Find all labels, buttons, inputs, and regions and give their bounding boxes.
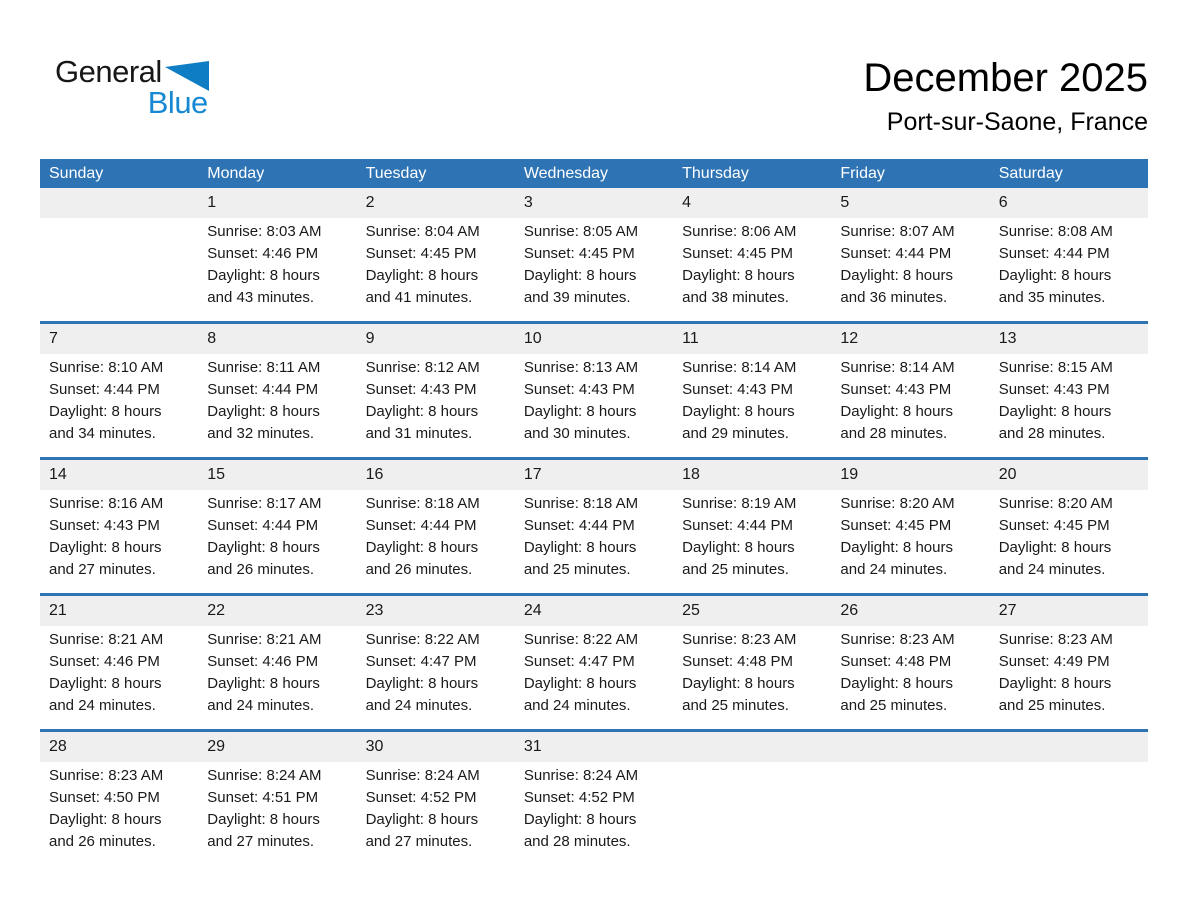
day-number: 6 bbox=[990, 188, 1148, 218]
day-cell bbox=[198, 596, 356, 717]
day-number: 14 bbox=[40, 460, 198, 490]
day-number: 2 bbox=[357, 188, 515, 218]
weekday-header-wednesday: Wednesday bbox=[523, 165, 609, 182]
day-number: 18 bbox=[673, 460, 831, 490]
day-daylight2: and 27 minutes. bbox=[365, 833, 473, 850]
day-cell bbox=[357, 596, 515, 717]
day-sunset: Sunset: 4:44 PM bbox=[523, 517, 635, 534]
weekday-header-thursday: Thursday bbox=[682, 165, 749, 182]
day-number: 24 bbox=[515, 596, 673, 626]
day-number: 30 bbox=[357, 732, 515, 762]
day-cell bbox=[831, 188, 989, 309]
logo-text-blue: Blue bbox=[147, 85, 208, 120]
day-sunset: Sunset: 4:44 PM bbox=[365, 517, 477, 534]
page-title: December 2025 bbox=[863, 56, 1148, 100]
day-sunset: Sunset: 4:52 PM bbox=[523, 789, 635, 806]
day-daylight1: Daylight: 8 hours bbox=[207, 539, 320, 556]
day-daylight2: and 35 minutes. bbox=[998, 289, 1106, 306]
day-daylight1: Daylight: 8 hours bbox=[49, 403, 162, 420]
day-daylight2: and 41 minutes. bbox=[365, 289, 473, 306]
day-sunrise: Sunrise: 8:24 AM bbox=[207, 767, 322, 784]
day-number: 4 bbox=[673, 188, 831, 218]
day-number: 7 bbox=[40, 324, 198, 354]
day-sunset: Sunset: 4:46 PM bbox=[49, 653, 160, 670]
day-daylight1: Daylight: 8 hours bbox=[523, 811, 637, 828]
day-number: 1 bbox=[198, 188, 356, 218]
day-number: 9 bbox=[357, 324, 515, 354]
weekday-header-friday: Friday bbox=[840, 165, 885, 182]
week-row bbox=[40, 593, 1148, 729]
day-daylight2: and 27 minutes. bbox=[49, 561, 156, 578]
day-number: 31 bbox=[515, 732, 673, 762]
day-sunrise: Sunrise: 8:18 AM bbox=[365, 495, 480, 512]
day-sunset: Sunset: 4:45 PM bbox=[998, 517, 1110, 534]
day-daylight2: and 28 minutes. bbox=[523, 833, 631, 850]
day-sunset: Sunset: 4:49 PM bbox=[998, 653, 1110, 670]
day-number: 8 bbox=[198, 324, 356, 354]
day-sunrise: Sunrise: 8:23 AM bbox=[49, 767, 164, 784]
day-number bbox=[673, 732, 831, 762]
day-cell bbox=[357, 732, 515, 853]
day-cell bbox=[40, 460, 198, 581]
day-cell bbox=[357, 324, 515, 445]
day-daylight1: Daylight: 8 hours bbox=[207, 811, 320, 828]
empty-day-cell bbox=[40, 188, 198, 309]
calendar bbox=[40, 159, 1148, 865]
day-number: 20 bbox=[990, 460, 1148, 490]
day-daylight2: and 25 minutes. bbox=[998, 697, 1106, 714]
day-daylight2: and 25 minutes. bbox=[523, 561, 631, 578]
day-sunrise: Sunrise: 8:15 AM bbox=[998, 359, 1113, 376]
day-daylight2: and 28 minutes. bbox=[998, 425, 1106, 442]
day-daylight1: Daylight: 8 hours bbox=[840, 267, 953, 284]
day-daylight1: Daylight: 8 hours bbox=[49, 675, 162, 692]
day-daylight2: and 24 minutes. bbox=[998, 561, 1106, 578]
day-sunrise: Sunrise: 8:16 AM bbox=[49, 495, 164, 512]
day-sunrise: Sunrise: 8:13 AM bbox=[523, 359, 639, 376]
day-daylight1: Daylight: 8 hours bbox=[207, 267, 320, 284]
day-sunrise: Sunrise: 8:10 AM bbox=[49, 359, 164, 376]
day-daylight2: and 26 minutes. bbox=[207, 561, 315, 578]
day-sunset: Sunset: 4:43 PM bbox=[365, 381, 477, 398]
day-daylight2: and 39 minutes. bbox=[523, 289, 631, 306]
day-sunrise: Sunrise: 8:17 AM bbox=[207, 495, 322, 512]
day-cell bbox=[40, 324, 198, 445]
day-daylight1: Daylight: 8 hours bbox=[523, 675, 637, 692]
day-daylight1: Daylight: 8 hours bbox=[840, 539, 953, 556]
day-daylight2: and 26 minutes. bbox=[49, 833, 156, 850]
day-daylight1: Daylight: 8 hours bbox=[523, 403, 637, 420]
weekday-header-row bbox=[40, 159, 1148, 188]
day-daylight2: and 36 minutes. bbox=[840, 289, 948, 306]
day-sunset: Sunset: 4:44 PM bbox=[840, 245, 952, 262]
day-sunset: Sunset: 4:47 PM bbox=[523, 653, 635, 670]
day-number: 23 bbox=[357, 596, 515, 626]
day-sunset: Sunset: 4:46 PM bbox=[207, 245, 319, 262]
day-daylight1: Daylight: 8 hours bbox=[49, 811, 162, 828]
day-sunrise: Sunrise: 8:24 AM bbox=[523, 767, 639, 784]
day-sunset: Sunset: 4:50 PM bbox=[49, 789, 160, 806]
week-row bbox=[40, 729, 1148, 865]
day-daylight1: Daylight: 8 hours bbox=[998, 267, 1112, 284]
day-sunset: Sunset: 4:43 PM bbox=[682, 381, 794, 398]
day-sunset: Sunset: 4:48 PM bbox=[840, 653, 952, 670]
day-number: 22 bbox=[198, 596, 356, 626]
day-cell bbox=[198, 460, 356, 581]
empty-day-cell bbox=[831, 732, 989, 853]
day-daylight1: Daylight: 8 hours bbox=[365, 811, 479, 828]
day-daylight1: Daylight: 8 hours bbox=[365, 267, 479, 284]
day-daylight1: Daylight: 8 hours bbox=[998, 539, 1112, 556]
day-sunrise: Sunrise: 8:23 AM bbox=[840, 631, 955, 648]
day-number: 28 bbox=[40, 732, 198, 762]
day-cell bbox=[198, 188, 356, 309]
day-sunrise: Sunrise: 8:03 AM bbox=[207, 223, 322, 240]
day-daylight1: Daylight: 8 hours bbox=[682, 403, 795, 420]
day-cell bbox=[40, 596, 198, 717]
day-sunrise: Sunrise: 8:21 AM bbox=[49, 631, 164, 648]
day-sunset: Sunset: 4:43 PM bbox=[49, 517, 160, 534]
day-sunrise: Sunrise: 8:20 AM bbox=[840, 495, 955, 512]
day-sunrise: Sunrise: 8:23 AM bbox=[682, 631, 797, 648]
day-daylight2: and 43 minutes. bbox=[207, 289, 315, 306]
day-sunrise: Sunrise: 8:07 AM bbox=[840, 223, 955, 240]
day-sunset: Sunset: 4:52 PM bbox=[365, 789, 477, 806]
day-cell bbox=[990, 188, 1148, 309]
day-daylight2: and 29 minutes. bbox=[682, 425, 789, 442]
day-sunset: Sunset: 4:43 PM bbox=[840, 381, 952, 398]
day-cell bbox=[990, 596, 1148, 717]
day-daylight2: and 31 minutes. bbox=[365, 425, 473, 442]
day-daylight2: and 24 minutes. bbox=[365, 697, 473, 714]
day-cell bbox=[831, 460, 989, 581]
empty-day-cell bbox=[990, 732, 1148, 853]
day-number bbox=[990, 732, 1148, 762]
day-daylight1: Daylight: 8 hours bbox=[682, 539, 795, 556]
day-daylight2: and 24 minutes. bbox=[840, 561, 948, 578]
day-number: 15 bbox=[198, 460, 356, 490]
day-number: 11 bbox=[673, 324, 831, 354]
day-sunset: Sunset: 4:44 PM bbox=[49, 381, 160, 398]
day-number: 3 bbox=[515, 188, 673, 218]
day-sunset: Sunset: 4:43 PM bbox=[998, 381, 1110, 398]
day-number: 16 bbox=[357, 460, 515, 490]
day-cell bbox=[990, 460, 1148, 581]
day-cell bbox=[515, 732, 673, 853]
day-cell bbox=[673, 460, 831, 581]
day-sunrise: Sunrise: 8:22 AM bbox=[365, 631, 480, 648]
day-sunset: Sunset: 4:44 PM bbox=[207, 517, 319, 534]
day-sunset: Sunset: 4:45 PM bbox=[365, 245, 477, 262]
day-number: 26 bbox=[831, 596, 989, 626]
day-sunset: Sunset: 4:43 PM bbox=[523, 381, 635, 398]
day-cell bbox=[515, 188, 673, 309]
day-cell bbox=[831, 596, 989, 717]
day-daylight1: Daylight: 8 hours bbox=[365, 539, 479, 556]
day-number: 13 bbox=[990, 324, 1148, 354]
day-number: 29 bbox=[198, 732, 356, 762]
day-daylight1: Daylight: 8 hours bbox=[365, 675, 479, 692]
day-number bbox=[831, 732, 989, 762]
day-cell bbox=[990, 324, 1148, 445]
day-number bbox=[40, 188, 198, 218]
general-blue-logo bbox=[55, 56, 209, 120]
weekday-header-tuesday: Tuesday bbox=[365, 165, 427, 182]
day-daylight1: Daylight: 8 hours bbox=[840, 403, 953, 420]
day-sunset: Sunset: 4:45 PM bbox=[523, 245, 635, 262]
day-daylight1: Daylight: 8 hours bbox=[365, 403, 479, 420]
day-daylight2: and 25 minutes. bbox=[682, 697, 789, 714]
day-daylight2: and 25 minutes. bbox=[840, 697, 948, 714]
title-block bbox=[863, 55, 1148, 137]
day-sunrise: Sunrise: 8:23 AM bbox=[998, 631, 1113, 648]
day-sunrise: Sunrise: 8:19 AM bbox=[682, 495, 797, 512]
day-number: 5 bbox=[831, 188, 989, 218]
empty-day-cell bbox=[673, 732, 831, 853]
weekday-header-monday: Monday bbox=[207, 165, 265, 182]
day-daylight1: Daylight: 8 hours bbox=[998, 403, 1112, 420]
weekday-header-sunday: Sunday bbox=[49, 165, 104, 182]
day-cell bbox=[198, 732, 356, 853]
day-sunset: Sunset: 4:45 PM bbox=[840, 517, 952, 534]
day-daylight2: and 24 minutes. bbox=[49, 697, 156, 714]
day-number: 10 bbox=[515, 324, 673, 354]
day-cell bbox=[515, 324, 673, 445]
logo-text-general: General bbox=[55, 54, 162, 89]
page-subtitle: Port-sur-Saone, France bbox=[886, 108, 1148, 136]
day-sunrise: Sunrise: 8:12 AM bbox=[365, 359, 480, 376]
day-sunrise: Sunrise: 8:11 AM bbox=[207, 359, 321, 376]
day-sunrise: Sunrise: 8:14 AM bbox=[840, 359, 955, 376]
day-daylight1: Daylight: 8 hours bbox=[207, 403, 320, 420]
day-sunrise: Sunrise: 8:06 AM bbox=[682, 223, 797, 240]
day-number: 12 bbox=[831, 324, 989, 354]
day-sunrise: Sunrise: 8:18 AM bbox=[523, 495, 639, 512]
day-daylight1: Daylight: 8 hours bbox=[682, 675, 795, 692]
day-number: 19 bbox=[831, 460, 989, 490]
day-daylight2: and 28 minutes. bbox=[840, 425, 948, 442]
day-daylight1: Daylight: 8 hours bbox=[523, 539, 637, 556]
week-row bbox=[40, 188, 1148, 321]
day-cell bbox=[673, 596, 831, 717]
day-sunset: Sunset: 4:51 PM bbox=[207, 789, 319, 806]
weekday-header-saturday: Saturday bbox=[998, 165, 1063, 182]
day-daylight1: Daylight: 8 hours bbox=[49, 539, 162, 556]
day-sunrise: Sunrise: 8:14 AM bbox=[682, 359, 797, 376]
day-number: 25 bbox=[673, 596, 831, 626]
day-daylight2: and 38 minutes. bbox=[682, 289, 789, 306]
day-daylight2: and 34 minutes. bbox=[49, 425, 156, 442]
day-daylight2: and 24 minutes. bbox=[523, 697, 631, 714]
day-sunrise: Sunrise: 8:05 AM bbox=[523, 223, 639, 240]
day-sunset: Sunset: 4:44 PM bbox=[682, 517, 794, 534]
day-sunrise: Sunrise: 8:20 AM bbox=[998, 495, 1113, 512]
day-cell bbox=[515, 460, 673, 581]
day-cell bbox=[357, 188, 515, 309]
day-daylight1: Daylight: 8 hours bbox=[998, 675, 1112, 692]
day-daylight2: and 26 minutes. bbox=[365, 561, 473, 578]
day-cell bbox=[40, 732, 198, 853]
day-cell bbox=[198, 324, 356, 445]
day-sunset: Sunset: 4:48 PM bbox=[682, 653, 794, 670]
day-daylight2: and 24 minutes. bbox=[207, 697, 315, 714]
day-sunrise: Sunrise: 8:24 AM bbox=[365, 767, 480, 784]
day-number: 27 bbox=[990, 596, 1148, 626]
day-sunset: Sunset: 4:47 PM bbox=[365, 653, 477, 670]
day-daylight1: Daylight: 8 hours bbox=[523, 267, 637, 284]
day-cell bbox=[673, 324, 831, 445]
day-daylight2: and 25 minutes. bbox=[682, 561, 789, 578]
week-row bbox=[40, 457, 1148, 593]
week-row bbox=[40, 321, 1148, 457]
day-number: 21 bbox=[40, 596, 198, 626]
day-cell bbox=[357, 460, 515, 581]
day-number: 17 bbox=[515, 460, 673, 490]
day-sunset: Sunset: 4:45 PM bbox=[682, 245, 794, 262]
day-cell bbox=[515, 596, 673, 717]
day-daylight1: Daylight: 8 hours bbox=[207, 675, 320, 692]
day-cell bbox=[831, 324, 989, 445]
day-daylight2: and 32 minutes. bbox=[207, 425, 315, 442]
day-cell bbox=[673, 188, 831, 309]
day-daylight1: Daylight: 8 hours bbox=[682, 267, 795, 284]
day-sunset: Sunset: 4:44 PM bbox=[207, 381, 319, 398]
day-daylight2: and 27 minutes. bbox=[207, 833, 315, 850]
day-sunset: Sunset: 4:44 PM bbox=[998, 245, 1110, 262]
day-sunset: Sunset: 4:46 PM bbox=[207, 653, 319, 670]
day-sunrise: Sunrise: 8:08 AM bbox=[998, 223, 1113, 240]
weeks-container bbox=[40, 188, 1148, 865]
day-daylight1: Daylight: 8 hours bbox=[840, 675, 953, 692]
day-sunrise: Sunrise: 8:22 AM bbox=[523, 631, 639, 648]
day-daylight2: and 30 minutes. bbox=[523, 425, 631, 442]
day-sunrise: Sunrise: 8:04 AM bbox=[365, 223, 480, 240]
day-sunrise: Sunrise: 8:21 AM bbox=[207, 631, 322, 648]
